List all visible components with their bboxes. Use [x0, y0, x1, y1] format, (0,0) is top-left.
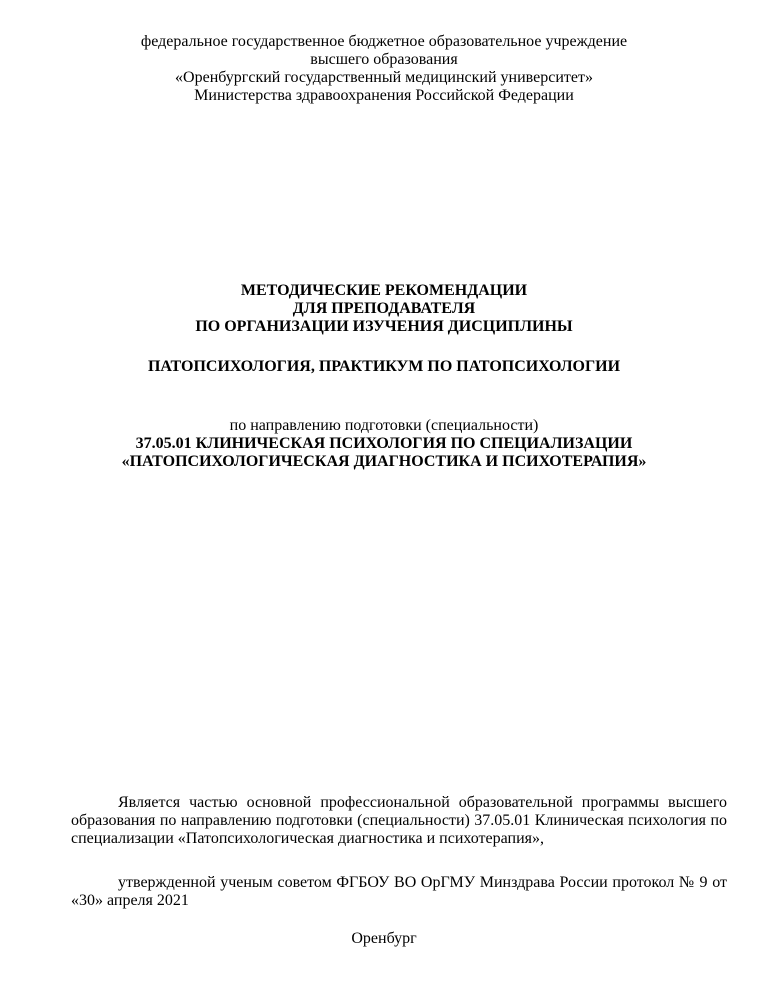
city-name: Оренбург: [351, 930, 417, 947]
direction-line-2: «ПАТОПСИХОЛОГИЧЕСКАЯ ДИАГНОСТИКА И ПСИХОТЕРАПИЯ»: [121, 453, 647, 470]
document-title: [0, 282, 768, 336]
header-line-2: высшего образования: [310, 51, 458, 68]
title-line-2: ДЛЯ ПРЕПОДАВАТЕЛЯ: [292, 300, 476, 317]
title-line-3: ПО ОРГАНИЗАЦИИ ИЗУЧЕНИЯ ДИСЦИПЛИНЫ: [195, 318, 573, 335]
discipline-name: ПАТОПСИХОЛОГИЯ, ПРАКТИКУМ ПО ПАТОПСИХОЛОГИИ: [147, 358, 621, 375]
direction-intro: по направлению подготовки (специальности): [229, 417, 539, 434]
header-line-4: Министерства здравоохранения Российской Федерации: [194, 87, 574, 104]
title-line-1: МЕТОДИЧЕСКИЕ РЕКОМЕНДАЦИИ: [240, 282, 528, 299]
header-line-3: «Оренбургский государственный медицинский университет»: [175, 69, 593, 86]
training-direction: [0, 417, 768, 471]
approval-paragraph: утвержденной ученым советом ФГБОУ ВО ОрГМУ Минздрава России протокол № 9 от «30» апреля 2021: [71, 874, 727, 909]
direction-line-1: 37.05.01 КЛИНИЧЕСКАЯ ПСИХОЛОГИЯ ПО СПЕЦИАЛИЗАЦИИ: [135, 435, 633, 452]
program-paragraph: Является частью основной профессиональной образовательной программы высшего образования по направлению подготовки (специальности) 37.05.01 Клиническая психология по специализации «Патопсихологическая диагностика и психотерапия»,: [71, 794, 727, 847]
institution-header: [0, 33, 768, 105]
header-line-1: федеральное государственное бюджетное образовательное учреждение: [140, 33, 628, 50]
